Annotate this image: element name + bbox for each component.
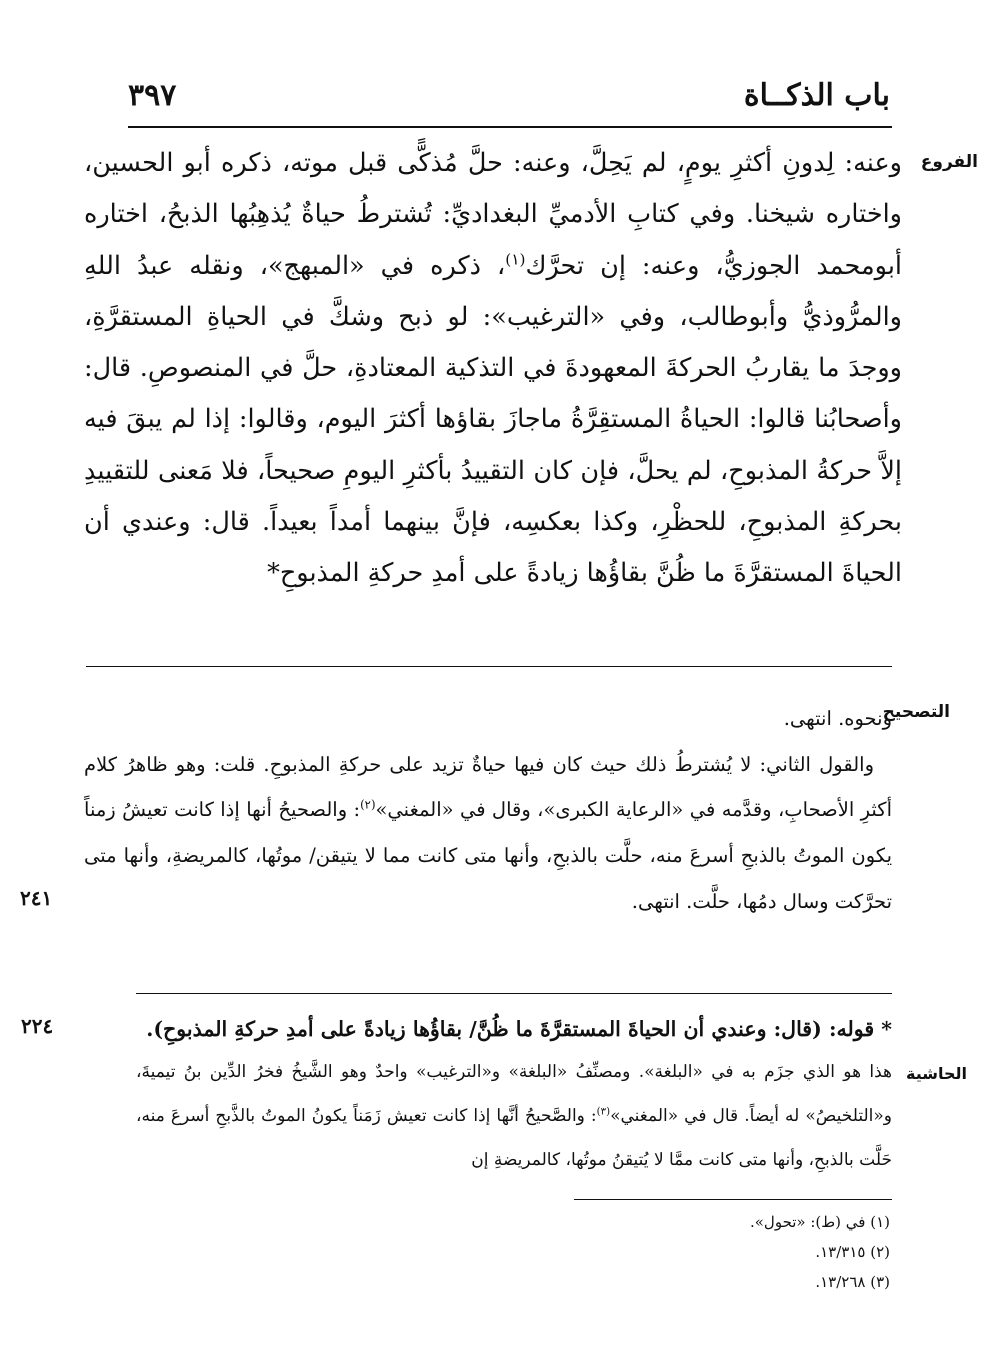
footnote-marker-1: (١): [505, 250, 526, 269]
hashiya-text-part-1: هذا هو الذي جزَم به في «البلغة». ومصنِّفُ «البلغة» و«الترغيب» واحدٌ وهو الشَّيخُ فخرُ الدِّين بنُ تيميةَ، و«التلخيصُ» له أيضاً. قال في «المغني»: [136, 1062, 892, 1126]
main-side-label: الفروع: [920, 152, 978, 172]
running-title: باب الذكــاة: [743, 78, 890, 113]
hashiya-star-marker: *: [267, 558, 280, 589]
header-rule: [128, 126, 892, 128]
hashiya-body: [136, 1050, 892, 1182]
main-text-section: [84, 138, 978, 600]
correction-line-1: ونحوه. انتهى.: [783, 707, 892, 730]
hashiya-side-label: الحاشية: [906, 1064, 967, 1083]
correction-side-label: التصحيح: [882, 702, 950, 722]
footnotes: [750, 1207, 890, 1297]
correction-text-part-2: : والصحيحُ أنها إذا كانت تعيشُ زمناً يكون الموتُ بالذبحِ أسرعَ منه، حلَّت بالذبحِ، وأنها متى كانت مما لا يتيقن/ موتُها، كالمريضةِ، وأنها متى تحرَّكت وسال دمُها، حلَّت. انتهى.: [84, 798, 892, 913]
footnote-marker-2: (٢): [360, 797, 376, 812]
hashiya-text-part-2: : والصَّحيحُ أنَّها إذا كانت تعيش زَمَناً يكونُ الموتُ بالذَّبحِ أسرعَ منه، حَلَّت بالذبحِ، وأنها متى كانت ممَّا لا يُتيقنُ موتُها، كالمريضةِ إن: [136, 1106, 892, 1170]
hashiya-separator: [136, 993, 892, 994]
hashiya-quote: * قوله: (قال: وعندي أن الحياةَ المستقرَّةَ ما ظُنَّ/ بقاؤُها زيادةً على أمدِ حركةِ المذبوحِ).: [146, 1017, 892, 1041]
correction-paragraph: [84, 742, 892, 925]
hashiya-section: [21, 1008, 967, 1182]
footnote-rule: [574, 1199, 892, 1200]
hashiya-ref-number: ٢٢٤: [21, 1014, 54, 1038]
page-number: ٣٩٧: [128, 78, 177, 113]
main-text-part-2: ، ذكره في «المبهج»، ونقله عبدُ اللهِ والمرُّوذيُّ وأبوطالب، وفي «الترغيب»: لو ذبح وشكَّ في الحياةِ المستقرَّةِ، ووجدَ ما يقاربُ الحركةَ المعهودةَ في التذكية المعتادةِ، حلَّ في المنصوصِ. قال: وأصحابُنا قالوا: الحياةُ المستقِرَّةُ ماجازَ بقاؤها أكثرَ اليوم، وقالوا: إذا لم يبقَ فيه إلاَّ حركةُ المذبوحِ، لم يحلَّ، فإن كان التقييدُ بأكثرِ اليومِ صحيحاً، فلا مَعنى للتقييدِ بحركةِ المذبوحِ، للحظْرِ، وكذا بعكسِه، فإنَّ بينهما أمداً بعيداً. قال: وعندي أن الحياةَ المستقرَّةَ ما ظُنَّ بقاؤُها زيادةً على أمدِ حركةِ المذبوحِ: [84, 250, 902, 589]
correction-text-part-1: والقول الثاني: لا يُشترطُ ذلك حيث كان فيها حياةٌ تزيد على حركةِ المذبوحِ. قلت: وهو ظاهرُ كلام أكثرِ الأصحابِ، وقدَّمه في «الرعاية الكبرى»، وقال في «المغني»: [84, 752, 892, 822]
footnote-3: (٣) ١٣/٢٦٨.: [815, 1273, 890, 1291]
main-paragraph: [84, 138, 902, 600]
main-text-part-1: وعنه: لِدونِ أكثرِ يومٍ، لم يَحِلَّ، وعنه: حلَّ مُذكًّى قبل موته، ذكره أبو الحسين، واختاره شيخنا. وفي كتابِ الأدميِّ البغداديِّ: تُشترطُ حياةٌ يُذهِبُها الذبحُ، اختاره أبومحمد الجوزيُّ، وعنه: إن تحرَّك: [84, 148, 903, 281]
footnote-1: (١) في (ط): «تحول».: [749, 1213, 890, 1231]
footnote-marker-3: (٣): [596, 1106, 611, 1118]
footnote-2: (٢) ١٣/٣١٥.: [815, 1243, 890, 1261]
main-separator: [86, 666, 892, 667]
correction-ref-number: ٢٤١: [20, 886, 53, 910]
correction-section: [20, 696, 950, 925]
